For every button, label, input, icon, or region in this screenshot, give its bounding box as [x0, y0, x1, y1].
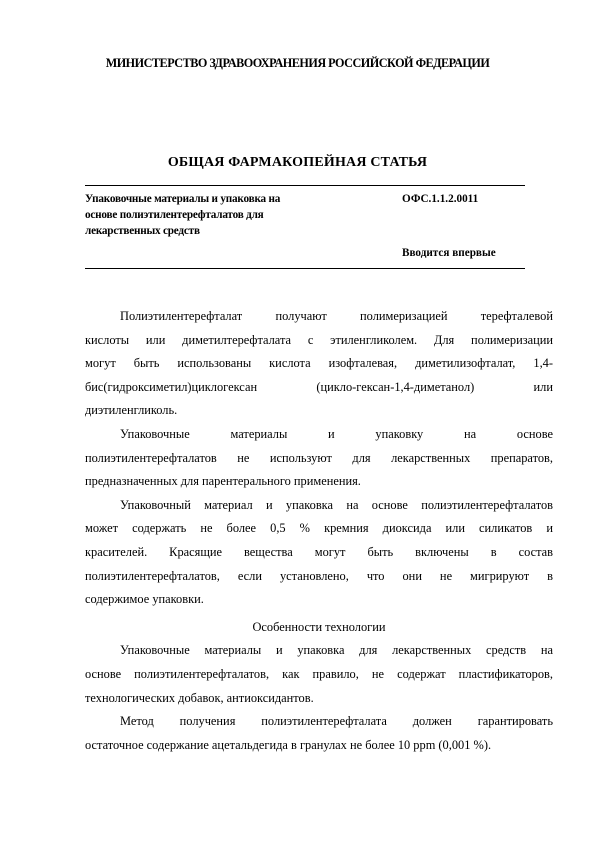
- section-heading: Особенности технологии: [252, 619, 386, 634]
- article-title-line: основе полиэтилентерефталатов для: [85, 209, 264, 221]
- paragraph-1: [85, 305, 553, 423]
- paragraph-line: содержимое упаковки.: [85, 592, 204, 607]
- paragraph-line: полиэтилентерефталатов, если установлено, что они не мигрируют в: [85, 568, 553, 583]
- paragraph-line: предназначенных для парентерального применения.: [85, 474, 361, 489]
- paragraph-3: [85, 494, 553, 612]
- body-text: [85, 305, 553, 757]
- header-bottom-rule: [85, 268, 525, 269]
- article-code: ОФС.1.1.2.0011: [402, 193, 479, 205]
- section-paragraph-2: [85, 710, 553, 757]
- section-paragraph-1: [85, 639, 553, 710]
- article-title-line: лекарственных средств: [85, 225, 200, 237]
- paragraph-line: Метод получения полиэтилентерефталата должен гарантировать: [120, 714, 553, 729]
- paragraph-line: диэтиленгликоль.: [85, 403, 178, 418]
- header-top-rule: [85, 185, 525, 186]
- article-title-line: Упаковочные материалы и упаковка на: [85, 193, 281, 205]
- paragraph-line: полиэтилентерефталатов не используют для лекарственных препаратов,: [85, 450, 553, 465]
- paragraph-line: бис(гидроксиметил)циклогексан (цикло-гексан-1,4-диметанол) или: [85, 379, 553, 394]
- paragraph-2: [85, 423, 553, 494]
- paragraph-line: Упаковочный материал и упаковка на основе полиэтилентерефталатов: [120, 497, 553, 512]
- paragraph-line: может содержать не более 0,5 % кремния диоксида или силикатов и: [85, 521, 553, 536]
- introduction-note: Вводится впервые: [402, 247, 496, 259]
- paragraph-line: кислоты или диметилтерефталата с этиленгликолем. Для полимеризации: [85, 332, 553, 347]
- document-type-heading: ОБЩАЯ ФАРМАКОПЕЙНАЯ СТАТЬЯ: [167, 155, 428, 170]
- article-title: [85, 191, 355, 239]
- paragraph-line: красителей. Красящие вещества могут быть включены в состав: [85, 544, 553, 559]
- paragraph-line: основе полиэтилентерефталатов, как правило, не содержат пластификаторов,: [85, 666, 553, 681]
- paragraph-line: Упаковочные материалы и упаковку на основе: [120, 426, 553, 441]
- paragraph-line: технологических добавок, антиоксидантов.: [85, 690, 314, 705]
- paragraph-line: Полиэтилентерефталат получают полимеризацией терефталевой: [120, 309, 553, 323]
- paragraph-line: Упаковочные материалы и упаковка для лекарственных средств на: [120, 643, 553, 658]
- ministry-header: МИНИСТЕРСТВО ЗДРАВООХРАНЕНИЯ РОССИЙСКОЙ ФЕДЕРАЦИИ: [105, 56, 490, 70]
- paragraph-line: остаточное содержание ацетальдегида в гранулах не более 10 ppm (0,001 %).: [85, 737, 492, 752]
- paragraph-line: могут быть использованы кислота изофталевая, диметилизофталат, 1,4-: [85, 356, 553, 371]
